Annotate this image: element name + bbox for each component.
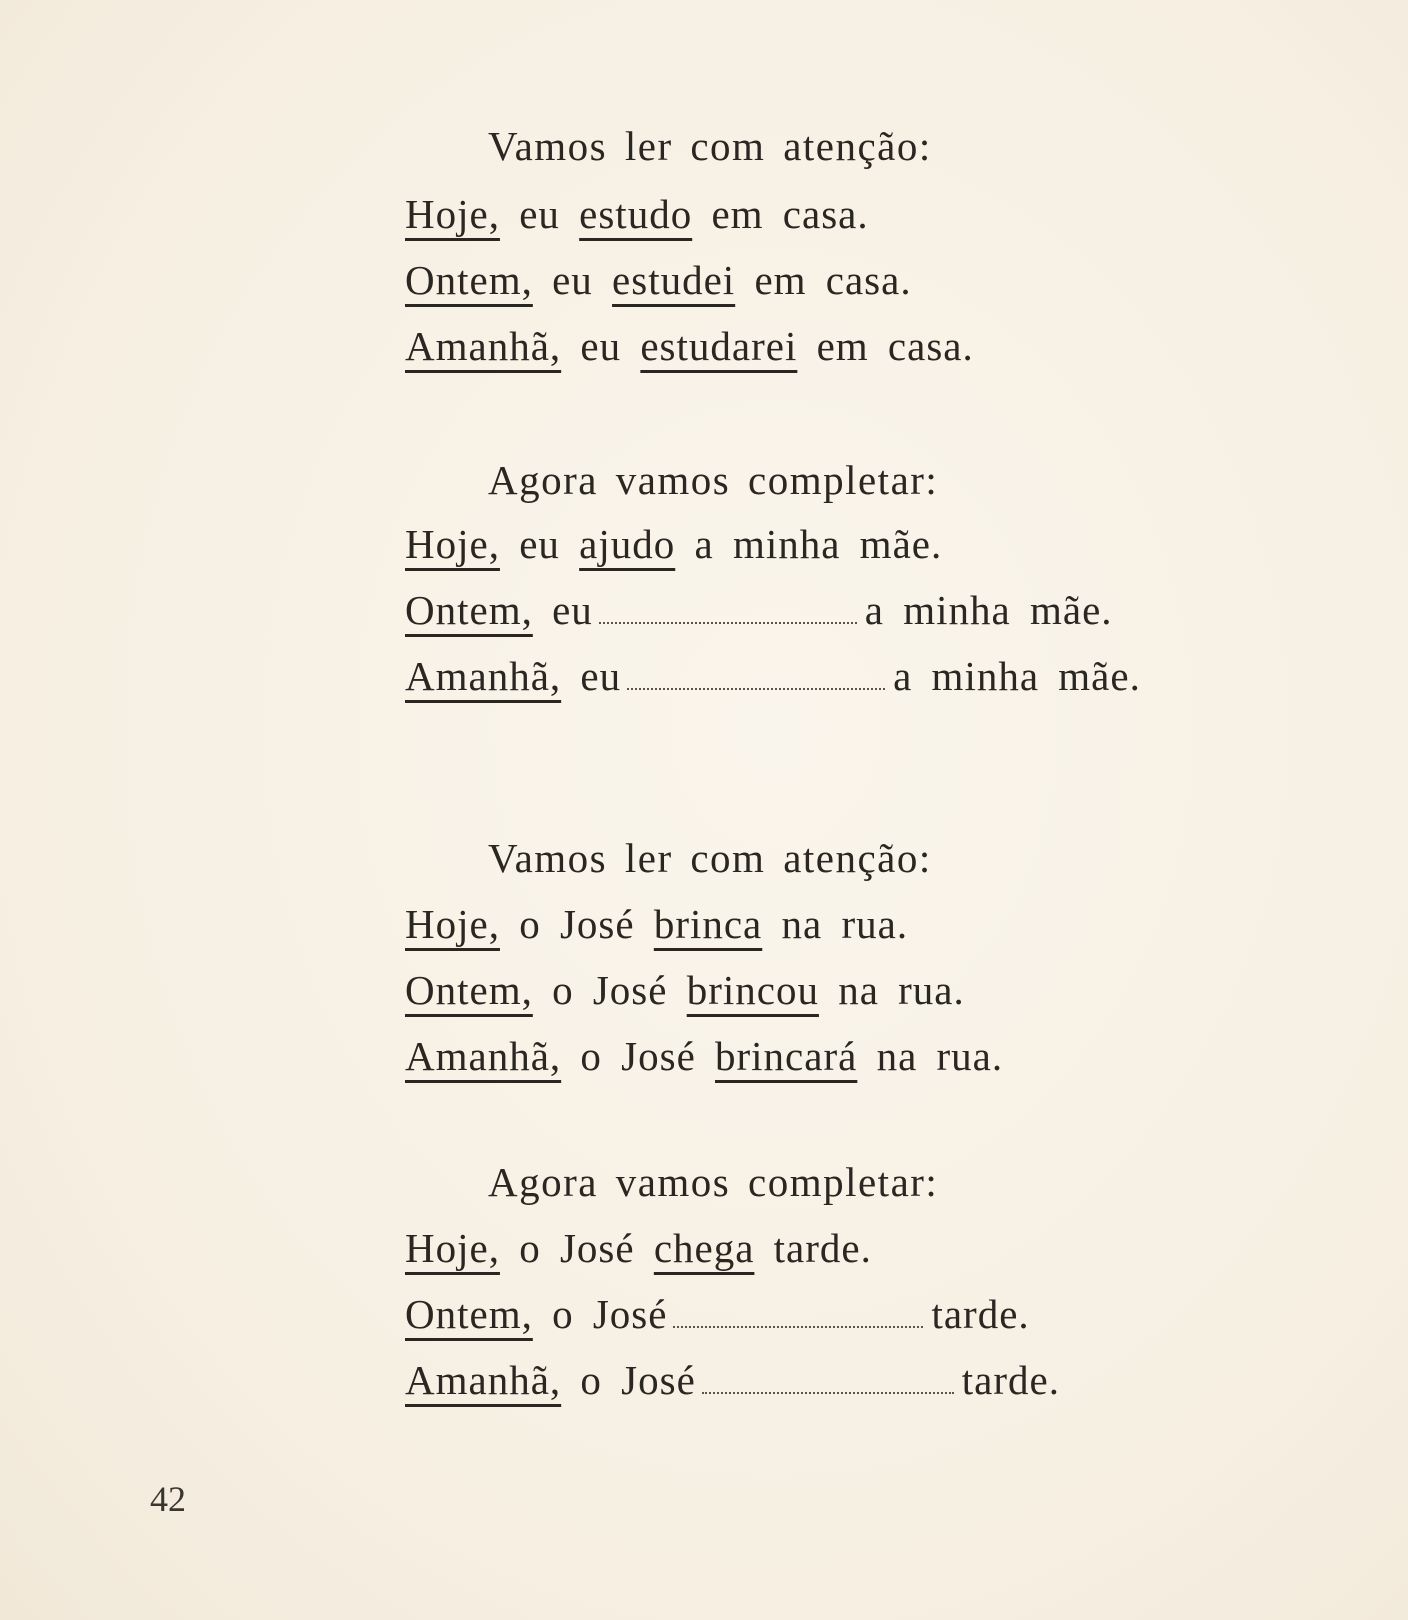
page-number: 42 <box>150 1479 186 1519</box>
time-word: Hoje, <box>405 521 500 567</box>
rest: tarde. <box>931 1291 1030 1337</box>
blank-fill-in[interactable] <box>673 1303 923 1328</box>
rest: tarde. <box>961 1357 1060 1403</box>
subject: o José <box>552 1291 668 1337</box>
blank-fill-in[interactable] <box>627 665 885 690</box>
rest: a minha mãe. <box>694 521 943 567</box>
time-word: Ontem, <box>405 967 533 1013</box>
subject: o José <box>552 967 668 1013</box>
subject: eu <box>552 257 593 303</box>
rest: em casa. <box>711 191 869 237</box>
sentence-line <box>405 1224 872 1272</box>
sentence-line <box>405 1032 1003 1080</box>
time-word: Amanhã, <box>405 1033 562 1079</box>
verb: ajudo <box>579 521 676 567</box>
verb: brincou <box>686 967 819 1013</box>
sentence-line <box>405 190 869 238</box>
subject: eu <box>580 323 622 369</box>
sentence-line <box>405 652 1141 700</box>
rest: tarde. <box>773 1225 872 1271</box>
section-heading: Vamos ler com atenção: <box>488 835 932 881</box>
section-heading: Agora vamos completar: <box>488 457 939 503</box>
subject: eu <box>519 521 560 567</box>
rest: a minha mãe. <box>864 587 1113 633</box>
verb: brinca <box>653 901 763 947</box>
sentence-line <box>405 900 908 948</box>
subject: o José <box>519 901 635 947</box>
time-word: Ontem, <box>405 257 533 303</box>
verb: estudei <box>612 257 736 303</box>
sentence-line <box>405 520 942 568</box>
blank-fill-in[interactable] <box>702 1369 954 1394</box>
verb: brincará <box>715 1033 858 1079</box>
time-word: Hoje, <box>405 1225 500 1271</box>
subject: o José <box>519 1225 635 1271</box>
verb: estudo <box>579 191 693 237</box>
time-word: Hoje, <box>405 191 500 237</box>
time-word: Ontem, <box>405 1291 533 1337</box>
subject: eu <box>580 653 622 699</box>
sentence-line <box>405 586 1113 634</box>
time-word: Ontem, <box>405 587 533 633</box>
rest: na rua. <box>876 1033 1004 1079</box>
subject: eu <box>519 191 560 237</box>
sentence-line <box>405 966 965 1014</box>
rest: a minha mãe. <box>893 653 1141 699</box>
rest: na rua. <box>838 967 965 1013</box>
section-heading: Agora vamos completar: <box>488 1159 939 1205</box>
sentence-line <box>405 256 912 304</box>
time-word: Amanhã, <box>405 323 562 369</box>
rest: em casa. <box>816 323 974 369</box>
time-word: Hoje, <box>405 901 500 947</box>
rest: na rua. <box>781 901 909 947</box>
subject: o José <box>580 1033 696 1079</box>
sentence-line <box>405 1356 1060 1404</box>
time-word: Amanhã, <box>405 653 562 699</box>
verb: chega <box>653 1225 755 1271</box>
time-word: Amanhã, <box>405 1357 562 1403</box>
section-heading: Vamos ler com atenção: <box>488 123 932 169</box>
sentence-line <box>405 1290 1030 1338</box>
blank-fill-in[interactable] <box>599 599 857 624</box>
subject: eu <box>552 587 593 633</box>
subject: o José <box>580 1357 696 1403</box>
rest: em casa. <box>754 257 912 303</box>
verb: estudarei <box>640 323 798 369</box>
sentence-line <box>405 322 974 370</box>
